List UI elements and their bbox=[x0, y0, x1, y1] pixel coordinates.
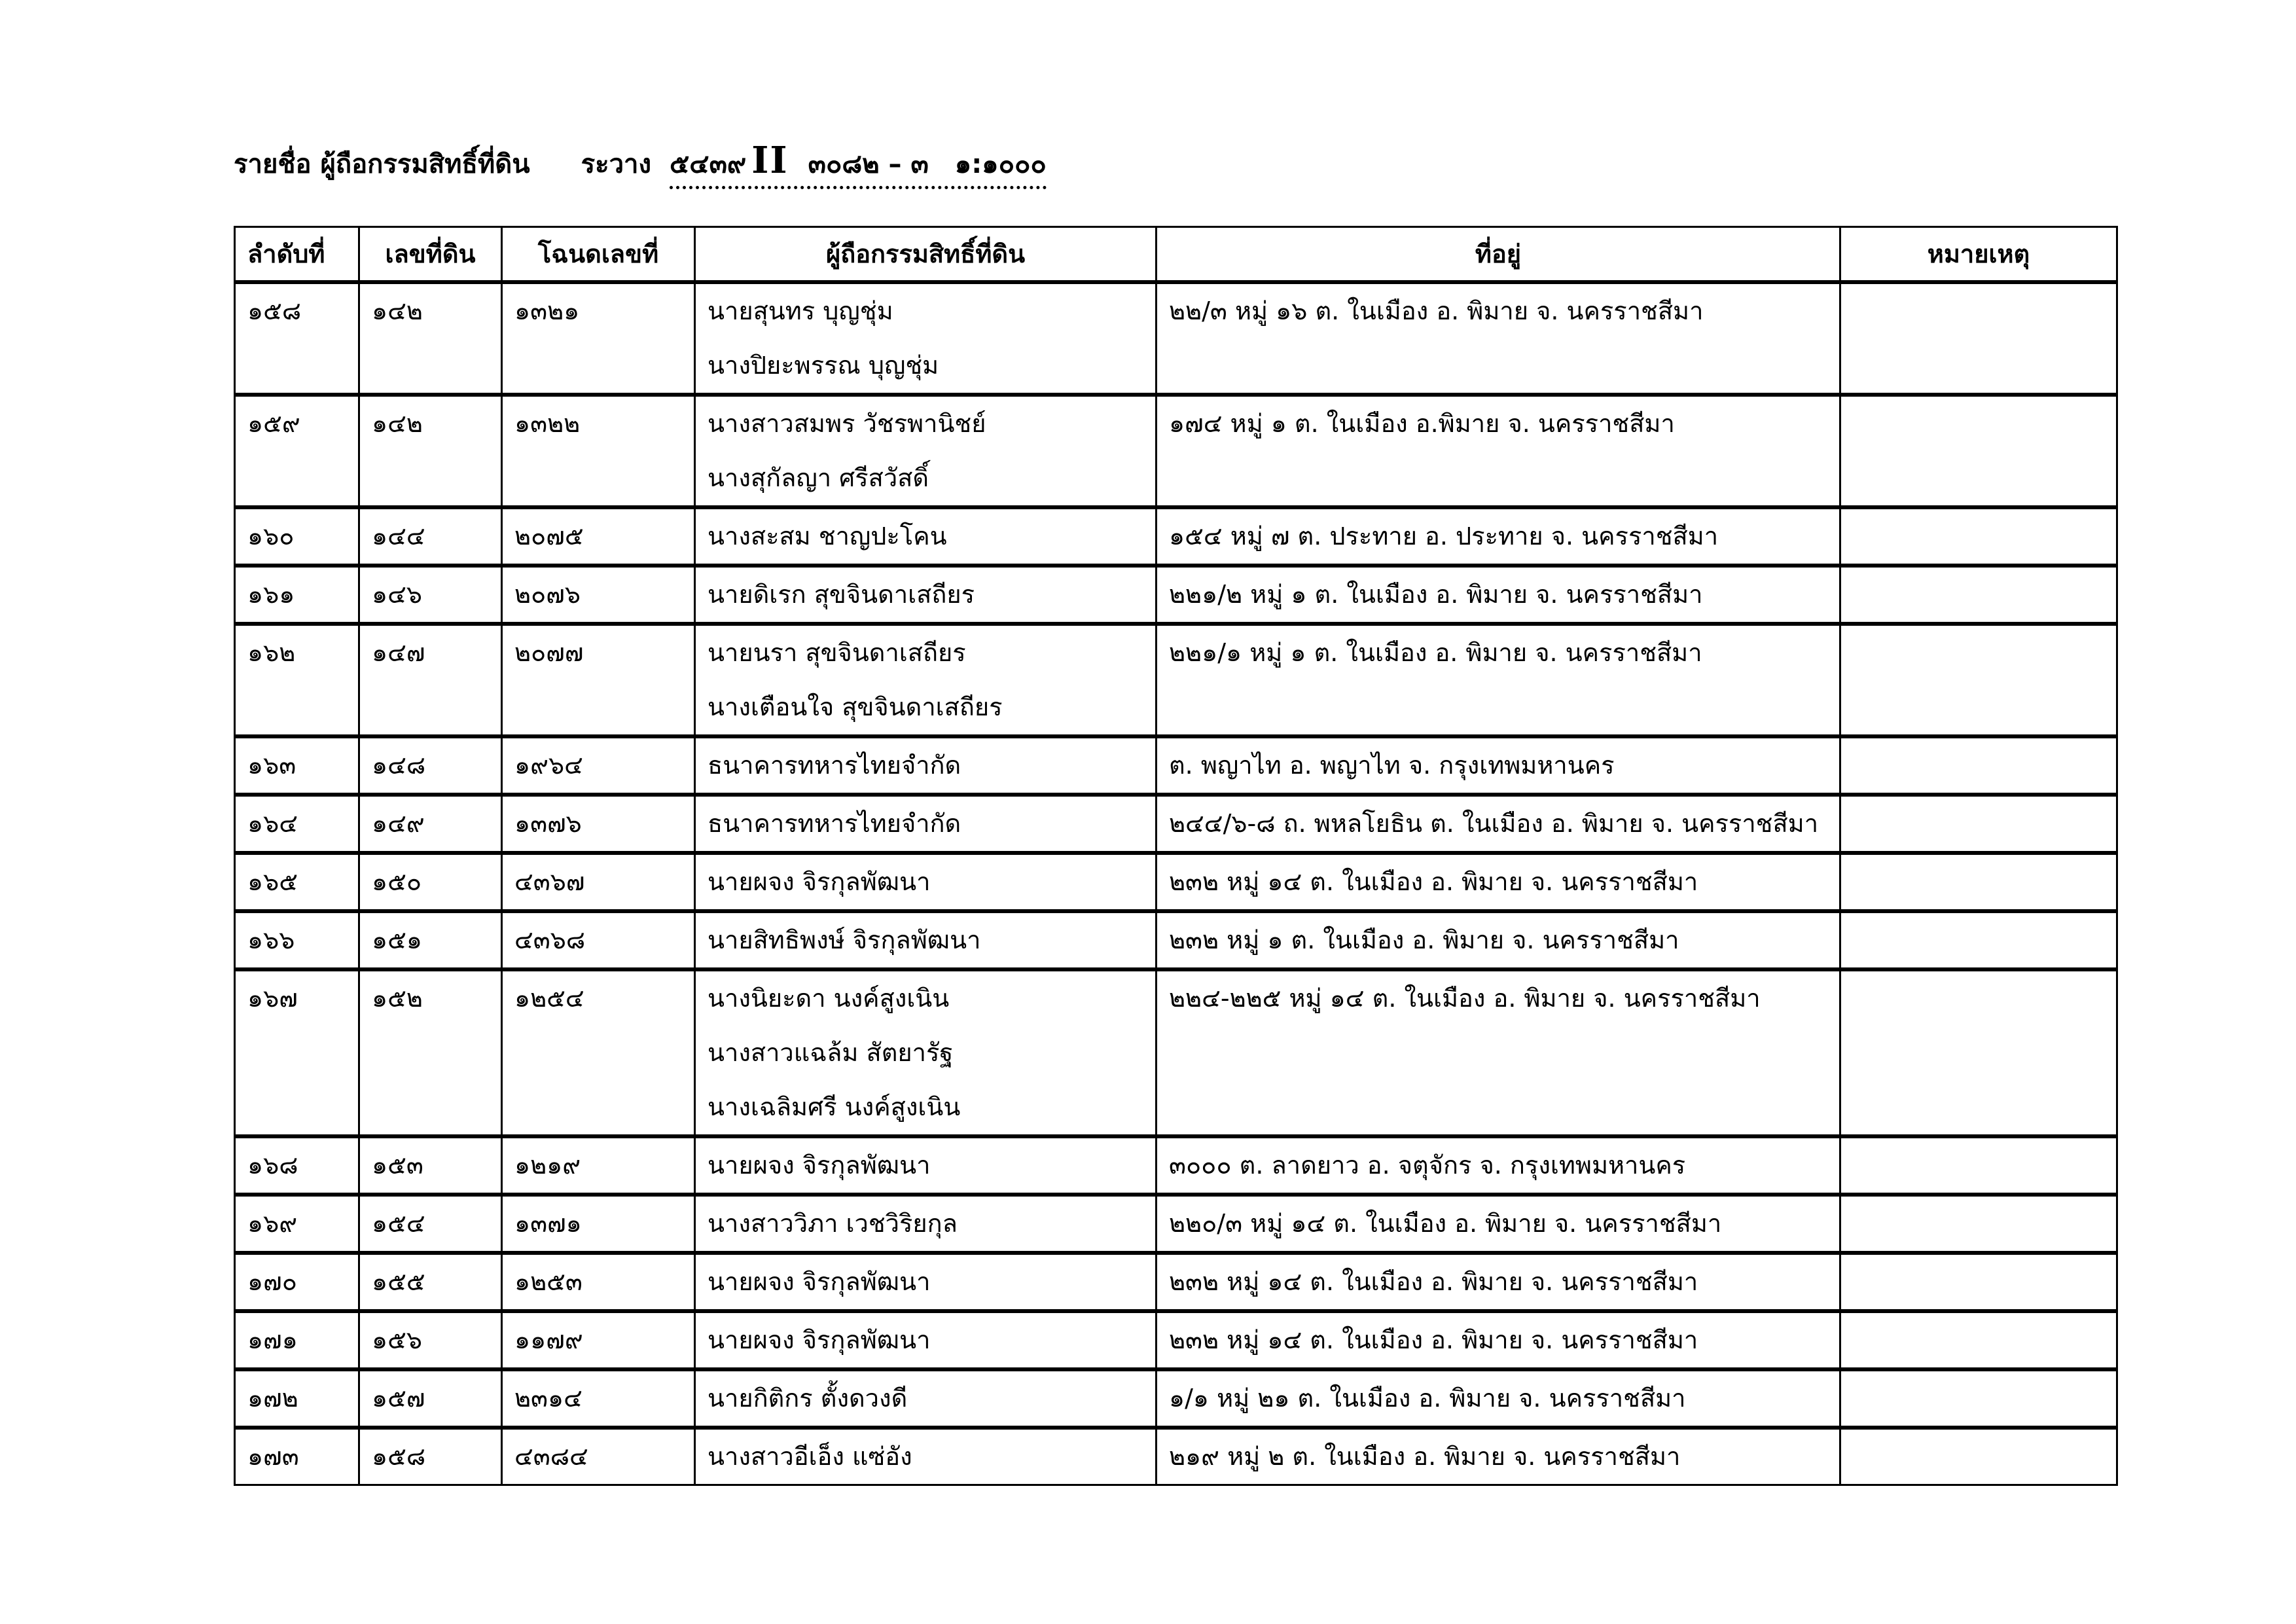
cell-deed: ๒๓๑๔ bbox=[502, 1369, 695, 1428]
cell-note bbox=[1840, 395, 2117, 507]
cell-no: ๑๗๓ bbox=[235, 1428, 359, 1485]
cell-parcel: ๑๔๘ bbox=[359, 736, 502, 795]
cell-note bbox=[1840, 911, 2117, 969]
table-body bbox=[235, 282, 2117, 1485]
owner-name: นางปิยะพรรณ บุญชุ่ม bbox=[708, 351, 939, 380]
owner-name: นายผจง จิรกุลพัฒนา bbox=[708, 867, 931, 896]
cell-parcel: ๑๕๔ bbox=[359, 1195, 502, 1253]
owner-name: นายดิเรก สุขจินดาเสถียร bbox=[708, 580, 975, 609]
cell-no: ๑๖๗ bbox=[235, 969, 359, 1136]
cell-parcel: ๑๕๖ bbox=[359, 1311, 502, 1369]
cell-deed: ๑๓๒๒ bbox=[502, 395, 695, 507]
cell-no: ๑๖๒ bbox=[235, 624, 359, 736]
table-row bbox=[235, 282, 2117, 395]
cell-note bbox=[1840, 1369, 2117, 1428]
cell-note bbox=[1840, 624, 2117, 736]
cell-deed: ๑๓๒๑ bbox=[502, 282, 695, 395]
sheet-reference bbox=[670, 139, 1047, 189]
owner-name: นายสิทธิพงษ์ จิรกุลพัฒนา bbox=[708, 926, 981, 954]
cell-no: ๑๗๐ bbox=[235, 1253, 359, 1311]
table-row bbox=[235, 395, 2117, 507]
cell-deed: ๔๓๖๘ bbox=[502, 911, 695, 969]
table-row bbox=[235, 1311, 2117, 1369]
cell-deed: ๑๒๕๓ bbox=[502, 1253, 695, 1311]
cell-parcel: ๑๔๒ bbox=[359, 395, 502, 507]
column-header-address: ที่อยู่ bbox=[1157, 227, 1840, 283]
cell-address: ๑/๑ หมู่ ๒๑ ต. ในเมือง อ. พิมาย จ. นครราชสีมา bbox=[1157, 1369, 1840, 1428]
table-row bbox=[235, 911, 2117, 969]
cell-note bbox=[1840, 1195, 2117, 1253]
table-row bbox=[235, 969, 2117, 1136]
cell-address: ๒๒/๓ หมู่ ๑๖ ต. ในเมือง อ. พิมาย จ. นครราชสีมา bbox=[1157, 282, 1840, 395]
cell-owners bbox=[695, 1428, 1157, 1485]
cell-note bbox=[1840, 969, 2117, 1136]
cell-address: ๒๒๐/๓ หมู่ ๑๔ ต. ในเมือง อ. พิมาย จ. นครราชสีมา bbox=[1157, 1195, 1840, 1253]
owner-name: นางสะสม ชาญปะโคน bbox=[708, 522, 947, 550]
cell-no: ๑๕๙ bbox=[235, 395, 359, 507]
table-row bbox=[235, 1136, 2117, 1195]
cell-note bbox=[1840, 795, 2117, 853]
cell-deed: ๑๑๗๙ bbox=[502, 1311, 695, 1369]
column-header-no: ลำดับที่ bbox=[235, 227, 359, 283]
cell-parcel: ๑๕๕ bbox=[359, 1253, 502, 1311]
cell-note bbox=[1840, 1311, 2117, 1369]
owner-name: นางสาวสมพร วัชรพานิชย์ bbox=[708, 409, 986, 438]
owner-name: นางนิยะดา นงค์สูงเนิน bbox=[708, 984, 950, 1013]
cell-deed: ๑๙๖๔ bbox=[502, 736, 695, 795]
column-header-owners: ผู้ถือกรรมสิทธิ์ที่ดิน bbox=[695, 227, 1157, 283]
cell-deed: ๒๐๗๖ bbox=[502, 566, 695, 624]
cell-parcel: ๑๔๔ bbox=[359, 507, 502, 566]
cell-no: ๑๖๐ bbox=[235, 507, 359, 566]
owner-name: นายนรา สุขจินดาเสถียร bbox=[708, 638, 966, 667]
cell-owners bbox=[695, 1369, 1157, 1428]
cell-note bbox=[1840, 1136, 2117, 1195]
table-row bbox=[235, 566, 2117, 624]
cell-owners bbox=[695, 795, 1157, 853]
document-title bbox=[234, 139, 1047, 191]
cell-owners bbox=[695, 395, 1157, 507]
owner-name: นางสาวอีเอ็ง แซ่อัง bbox=[708, 1442, 912, 1471]
cell-deed: ๑๓๗๖ bbox=[502, 795, 695, 853]
title-text: รายชื่อ ผู้ถือกรรมสิทธิ์ที่ดิน bbox=[234, 149, 530, 179]
cell-no: ๑๖๕ bbox=[235, 853, 359, 911]
cell-address: ๒๓๒ หมู่ ๑๔ ต. ในเมือง อ. พิมาย จ. นครราชสีมา bbox=[1157, 1311, 1840, 1369]
cell-address: ต. พญาไท อ. พญาไท จ. กรุงเทพมหานคร bbox=[1157, 736, 1840, 795]
owner-name: นางสาวแฉล้ม สัตยารัฐ bbox=[708, 1038, 954, 1067]
cell-deed: ๒๐๗๗ bbox=[502, 624, 695, 736]
cell-address: ๑๕๔ หมู่ ๗ ต. ประทาย อ. ประทาย จ. นครราชสีมา bbox=[1157, 507, 1840, 566]
owner-name: นางเตือนใจ สุขจินดาเสถียร bbox=[708, 693, 1003, 721]
cell-note bbox=[1840, 853, 2117, 911]
cell-no: ๑๖๘ bbox=[235, 1136, 359, 1195]
cell-address: ๒๓๒ หมู่ ๑๔ ต. ในเมือง อ. พิมาย จ. นครราชสีมา bbox=[1157, 853, 1840, 911]
cell-parcel: ๑๕๒ bbox=[359, 969, 502, 1136]
sheet-number: ๕๔๓๙ bbox=[670, 149, 747, 179]
table-row bbox=[235, 1428, 2117, 1485]
cell-owners bbox=[695, 1253, 1157, 1311]
owner-name: นายผจง จิรกุลพัฒนา bbox=[708, 1326, 931, 1354]
cell-address: ๒๑๙ หมู่ ๒ ต. ในเมือง อ. พิมาย จ. นครราชสีมา bbox=[1157, 1428, 1840, 1485]
cell-note bbox=[1840, 1428, 2117, 1485]
column-header-deed: โฉนดเลขที่ bbox=[502, 227, 695, 283]
table-row bbox=[235, 1195, 2117, 1253]
cell-parcel: ๑๔๗ bbox=[359, 624, 502, 736]
table-row bbox=[235, 507, 2117, 566]
cell-note bbox=[1840, 736, 2117, 795]
cell-owners bbox=[695, 736, 1157, 795]
cell-no: ๑๖๔ bbox=[235, 795, 359, 853]
cell-address: ๒๒๑/๒ หมู่ ๑ ต. ในเมือง อ. พิมาย จ. นครราชสีมา bbox=[1157, 566, 1840, 624]
owner-name: ธนาคารทหารไทยจำกัด bbox=[708, 751, 961, 780]
owner-name: นายสุนทร บุญชุ่ม bbox=[708, 297, 893, 325]
cell-no: ๑๖๓ bbox=[235, 736, 359, 795]
cell-parcel: ๑๔๒ bbox=[359, 282, 502, 395]
cell-address: ๒๒๑/๑ หมู่ ๑ ต. ในเมือง อ. พิมาย จ. นครราชสีมา bbox=[1157, 624, 1840, 736]
column-header-note: หมายเหตุ bbox=[1840, 227, 2117, 283]
cell-deed: ๑๓๗๑ bbox=[502, 1195, 695, 1253]
cell-parcel: ๑๕๑ bbox=[359, 911, 502, 969]
cell-owners bbox=[695, 969, 1157, 1136]
cell-owners bbox=[695, 566, 1157, 624]
map-scale: ๑:๑๐๐๐ bbox=[954, 149, 1047, 179]
owner-name: นายผจง จิรกุลพัฒนา bbox=[708, 1267, 931, 1296]
owner-name: ธนาคารทหารไทยจำกัด bbox=[708, 809, 961, 838]
owner-name: นางสาววิภา เวชวิริยกุล bbox=[708, 1209, 958, 1238]
owner-name: นายผจง จิรกุลพัฒนา bbox=[708, 1151, 931, 1180]
cell-address: ๑๗๔ หมู่ ๑ ต. ในเมือง อ.พิมาย จ. นครราชสีมา bbox=[1157, 395, 1840, 507]
table-row bbox=[235, 853, 2117, 911]
cell-address: ๒๓๒ หมู่ ๑ ต. ในเมือง อ. พิมาย จ. นครราชสีมา bbox=[1157, 911, 1840, 969]
table-row bbox=[235, 736, 2117, 795]
sheet-sub: ๓๐๘๒ – ๓ bbox=[808, 149, 929, 179]
cell-owners bbox=[695, 507, 1157, 566]
cell-deed: ๑๒๕๔ bbox=[502, 969, 695, 1136]
cell-note bbox=[1840, 507, 2117, 566]
cell-no: ๑๖๖ bbox=[235, 911, 359, 969]
cell-no: ๑๗๒ bbox=[235, 1369, 359, 1428]
sheet-label: ระวาง bbox=[581, 149, 652, 179]
column-header-parcel: เลขที่ดิน bbox=[359, 227, 502, 283]
cell-owners bbox=[695, 1311, 1157, 1369]
table-row bbox=[235, 1253, 2117, 1311]
table-header-row bbox=[235, 227, 2117, 283]
cell-parcel: ๑๕๓ bbox=[359, 1136, 502, 1195]
cell-deed: ๑๒๑๙ bbox=[502, 1136, 695, 1195]
cell-address: ๒๒๔-๒๒๕ หมู่ ๑๔ ต. ในเมือง อ. พิมาย จ. นครราชสีมา bbox=[1157, 969, 1840, 1136]
table-row bbox=[235, 1369, 2117, 1428]
cell-note bbox=[1840, 1253, 2117, 1311]
cell-parcel: ๑๕๐ bbox=[359, 853, 502, 911]
cell-owners bbox=[695, 282, 1157, 395]
table-row bbox=[235, 795, 2117, 853]
cell-owners bbox=[695, 911, 1157, 969]
owner-name: นายกิติกร ตั้งดวงดี bbox=[708, 1384, 908, 1413]
cell-owners bbox=[695, 624, 1157, 736]
cell-note bbox=[1840, 282, 2117, 395]
cell-parcel: ๑๕๘ bbox=[359, 1428, 502, 1485]
cell-address: ๒๔๔/๖-๘ ถ. พหลโยธิน ต. ในเมือง อ. พิมาย จ. นครราชสีมา bbox=[1157, 795, 1840, 853]
cell-no: ๑๖๑ bbox=[235, 566, 359, 624]
cell-owners bbox=[695, 853, 1157, 911]
cell-no: ๑๖๙ bbox=[235, 1195, 359, 1253]
land-owner-table bbox=[234, 226, 2118, 1486]
cell-deed: ๔๓๖๗ bbox=[502, 853, 695, 911]
cell-no: ๑๕๘ bbox=[235, 282, 359, 395]
cell-no: ๑๗๑ bbox=[235, 1311, 359, 1369]
cell-parcel: ๑๔๙ bbox=[359, 795, 502, 853]
cell-address: ๒๓๒ หมู่ ๑๔ ต. ในเมือง อ. พิมาย จ. นครราชสีมา bbox=[1157, 1253, 1840, 1311]
table-row bbox=[235, 624, 2117, 736]
cell-owners bbox=[695, 1195, 1157, 1253]
sheet-roman: II bbox=[751, 139, 789, 182]
owner-name: นางเฉลิมศรี นงค์สูงเนิน bbox=[708, 1092, 961, 1121]
cell-parcel: ๑๕๗ bbox=[359, 1369, 502, 1428]
cell-owners bbox=[695, 1136, 1157, 1195]
cell-deed: ๒๐๗๕ bbox=[502, 507, 695, 566]
cell-parcel: ๑๔๖ bbox=[359, 566, 502, 624]
cell-address: ๓๐๐๐ ต. ลาดยาว อ. จตุจักร จ. กรุงเทพมหานคร bbox=[1157, 1136, 1840, 1195]
owner-name: นางสุกัลญา ศรีสวัสดิ์ bbox=[708, 463, 929, 492]
cell-note bbox=[1840, 566, 2117, 624]
cell-deed: ๔๓๘๔ bbox=[502, 1428, 695, 1485]
